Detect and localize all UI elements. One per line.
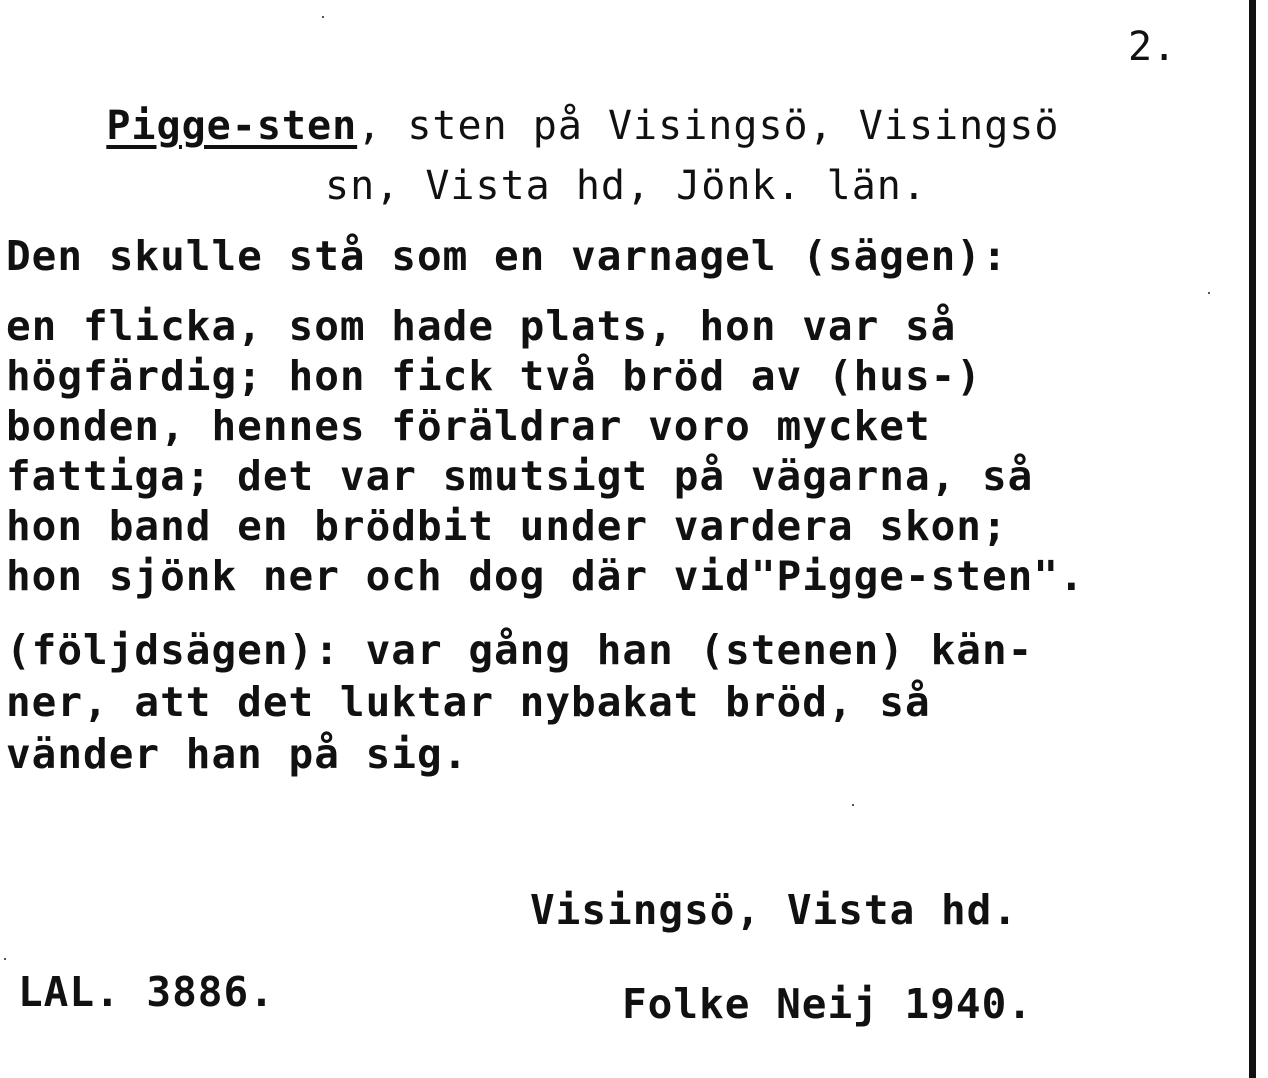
header-line-2: sn, Vista hd, Jönk. län.	[325, 163, 927, 209]
body-line-1: Den skulle stå som en varnagel (sägen):	[6, 232, 1008, 280]
body-line-6: hon band en brödbit under vardera skon;	[6, 502, 1008, 550]
speck	[852, 804, 854, 806]
header-location: , sten på Visingsö, Visingsö	[357, 103, 1060, 149]
body-line-7: hon sjönk ner och dog där vid"Pigge-sten".	[6, 552, 1085, 600]
body-line-9: ner, att det luktar nybakat bröd, så	[6, 678, 931, 726]
body-line-4: bonden, hennes föräldrar voro mycket	[6, 402, 931, 450]
body-line-8: (följdsägen): var gång han (stenen) kän-	[6, 626, 1034, 674]
speck	[4, 958, 6, 960]
recorder-signature: Folke Neij 1940.	[622, 980, 1033, 1028]
card-edge-shadow	[1249, 0, 1256, 1078]
headword: Pigge-sten	[106, 103, 358, 149]
card-number: 2.	[1128, 24, 1177, 70]
speck	[322, 16, 324, 18]
body-line-10: vänder han på sig.	[6, 730, 469, 778]
speck	[1208, 292, 1210, 294]
archive-reference: LAL. 3886.	[18, 968, 275, 1016]
body-line-5: fattiga; det var smutsigt på vägarna, så	[6, 452, 1034, 500]
body-line-2: en flicka, som hade plats, hon var så	[6, 302, 957, 350]
body-line-3: högfärdig; hon fick två bröd av (hus-)	[6, 352, 982, 400]
place-line: Visingsö, Vista hd.	[530, 886, 1018, 934]
